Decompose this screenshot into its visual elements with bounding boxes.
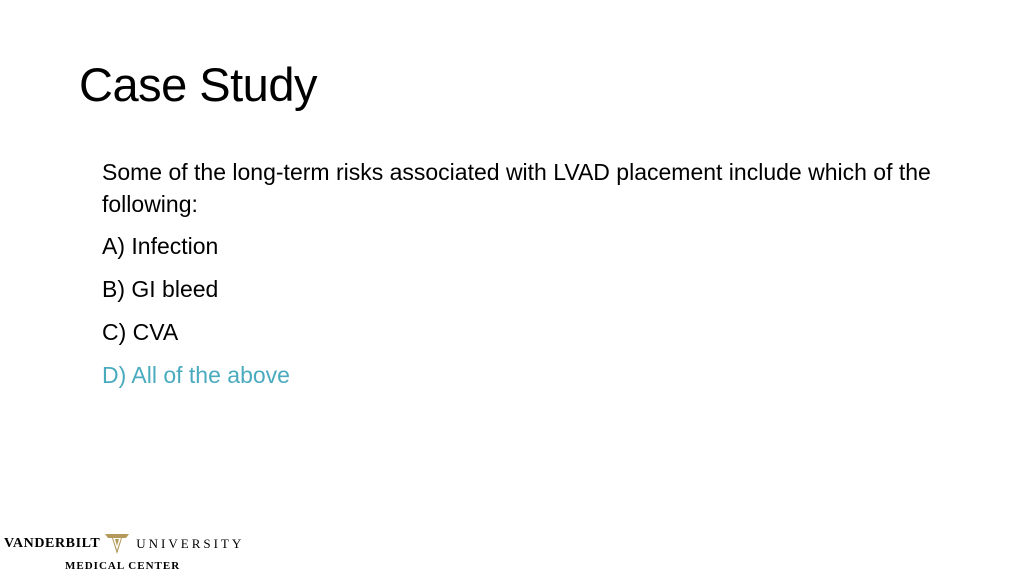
vanderbilt-medical-center-logo xyxy=(4,524,264,576)
option-c: C) CVA xyxy=(102,319,179,345)
logo-name-right: UNIVERSITY xyxy=(136,536,245,551)
slide-title: Case Study xyxy=(79,58,317,111)
logo-subtitle: MEDICAL CENTER xyxy=(65,560,181,572)
option-a: A) Infection xyxy=(102,233,219,259)
option-b: B) GI bleed xyxy=(102,276,219,302)
option-d-answer: D) All of the above xyxy=(102,362,290,388)
logo-name-left: VANDERBILT xyxy=(4,536,101,551)
slide-body xyxy=(102,156,982,402)
vanderbilt-oak-leaf-icon xyxy=(104,532,130,556)
logo-wordmark xyxy=(4,532,244,556)
question-text: Some of the long-term risks associated with LVAD placement include which of the following: xyxy=(102,159,931,217)
